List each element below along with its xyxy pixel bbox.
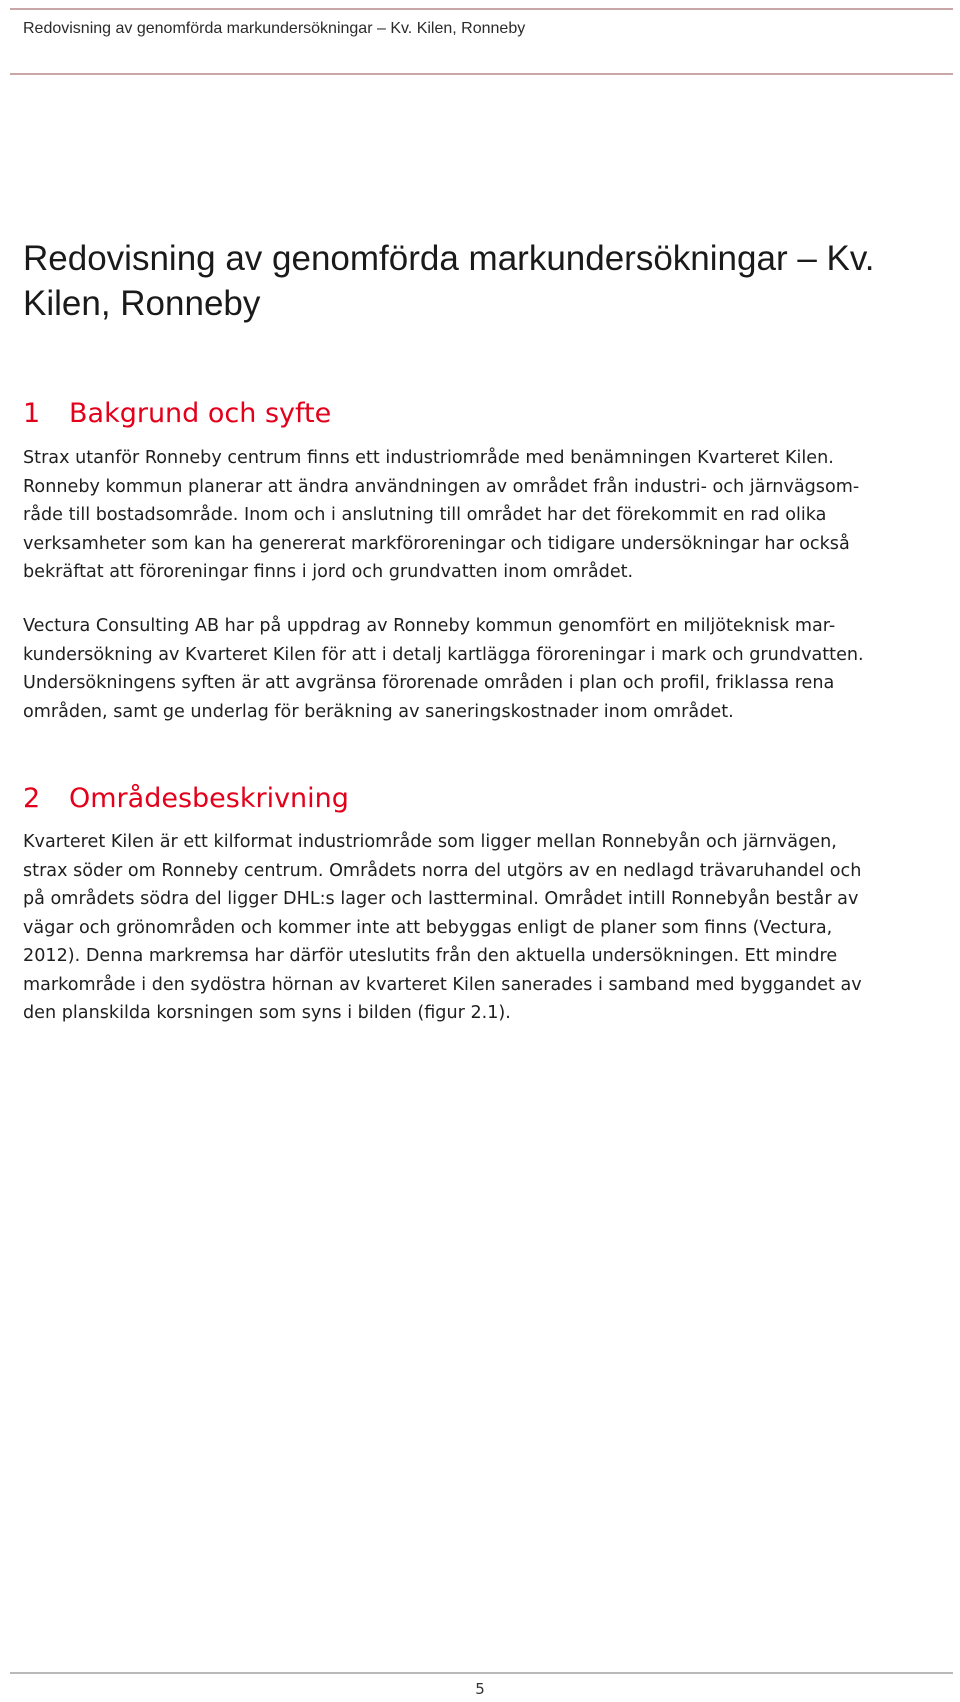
text-line: Kvarteret Kilen är ett kilformat industriområde som ligger mellan Ronnebyån och järnvägen, [23,832,837,852]
text-line: på områdets södra del ligger DHL:s lager och lastterminal. Området intill Ronnebyån består av [23,889,859,909]
page-number: 5 [475,1680,485,1698]
document-title-line-2: Kilen, Ronneby [23,284,261,323]
paragraph-bakgrund-1 [23,444,948,587]
document-title-line-1: Redovisning av genomförda markundersökningar – Kv. [23,239,875,278]
document-title [23,236,923,326]
text-line: områden, samt ge underlag för beräkning av saneringskostnader inom området. [23,701,734,722]
footer-rule [10,1672,953,1674]
text-line: Vectura Consulting AB har på uppdrag av Ronneby kommun genomfört en miljöteknisk mar- [23,616,836,636]
text-line: vägar och grönområden och kommer inte att bebyggas enligt de planer som finns (Vectura, [23,917,833,938]
section-heading-omradesbeskrivning [23,782,349,816]
paragraph-omradesbeskrivning-1 [23,828,948,1028]
paragraph-bakgrund-2 [23,612,948,726]
text-line: strax söder om Ronneby centrum. Områdets norra del utgörs av en nedlagd trävaruhandel och [23,860,862,881]
section-heading-bakgrund [23,397,331,431]
text-line: 2012). Denna markremsa har därför uteslutits från den aktuella undersökningen. Ett mindre [23,946,838,966]
text-line: kundersökning av Kvarteret Kilen för att i detalj kartlägga föroreningar i mark och grundvatten. [23,644,864,665]
section-number: 2 [23,783,41,814]
running-header: Redovisning av genomförda markundersökningar – Kv. Kilen, Ronneby [23,20,526,37]
text-line: Ronneby kommun planerar att ändra användningen av området från industri- och järnvägsom- [23,476,860,497]
header-bottom-rule [10,73,953,75]
section-number: 1 [23,398,41,429]
text-line: råde till bostadsområde. Inom och i anslutning till området har det förekommit en rad olika [23,505,827,525]
header-top-rule [10,8,953,10]
section-title: Bakgrund och syfte [69,398,332,429]
text-line: Undersökningens syften är att avgränsa förorenade områden i plan och profil, friklassa rena [23,673,835,693]
text-line: markområde i den sydöstra hörnan av kvarteret Kilen sanerades i samband med byggandet av [23,974,862,995]
text-line: den planskilda korsningen som syns i bilden (figur 2.1). [23,1003,511,1023]
text-line: Strax utanför Ronneby centrum finns ett industriområde med benämningen Kvarteret Kilen. [23,448,834,468]
section-title: Områdesbeskrivning [69,783,349,814]
text-line: verksamheter som kan ha genererat markföroreningar och tidigare undersökningar har också [23,533,850,554]
text-line: bekräftat att föroreningar finns i jord och grundvatten inom området. [23,562,634,582]
